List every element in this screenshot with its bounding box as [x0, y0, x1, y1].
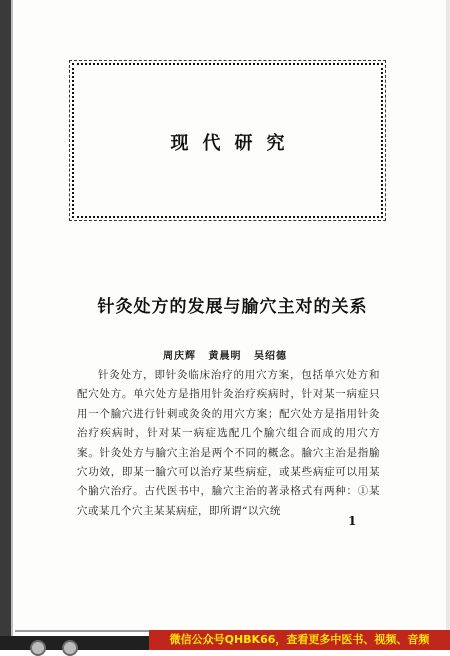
circle-icon[interactable] — [30, 640, 46, 656]
viewer-left-sidebar — [0, 0, 11, 636]
article-authors: 周庆辉 黄晨明 吴绍德 — [163, 351, 287, 362]
sidebar-edge — [11, 0, 13, 636]
page-number: 1 — [348, 514, 357, 528]
article-title: 针灸处方的发展与腧穴主对的关系 — [97, 297, 368, 317]
section-heading: 现代研究 — [170, 133, 299, 154]
viewer-right-edge — [446, 0, 450, 636]
watermark-banner: 微信公众号QHBK66，查看更多中医书、视频、音频 — [149, 630, 450, 650]
article-body-text: 针灸处方，即针灸临床治疗的用穴方案，包括单穴处方和配穴处方。单穴处方是指用针灸治疗疾病时，针对某一病症只用一个腧穴进行针刺或灸灸的用穴方案；配穴处方是指用针灸治疗疾病时，针对某一病症选配几个腧穴组合而成的用穴方案。针灸处方与腧穴主治是两个不同的概念。腧穴主治是指腧穴功效，即某一腧穴可以治疗某些病症，或某些病症可以用某个腧穴治疗。古代医书中，腧穴主治的著录格式有两种：①某穴或某几个穴主某某病症，即所谓“以穴统 — [77, 369, 380, 517]
document-page — [15, 0, 446, 631]
section-heading-frame — [72, 63, 383, 218]
circle-icon[interactable] — [62, 640, 78, 656]
